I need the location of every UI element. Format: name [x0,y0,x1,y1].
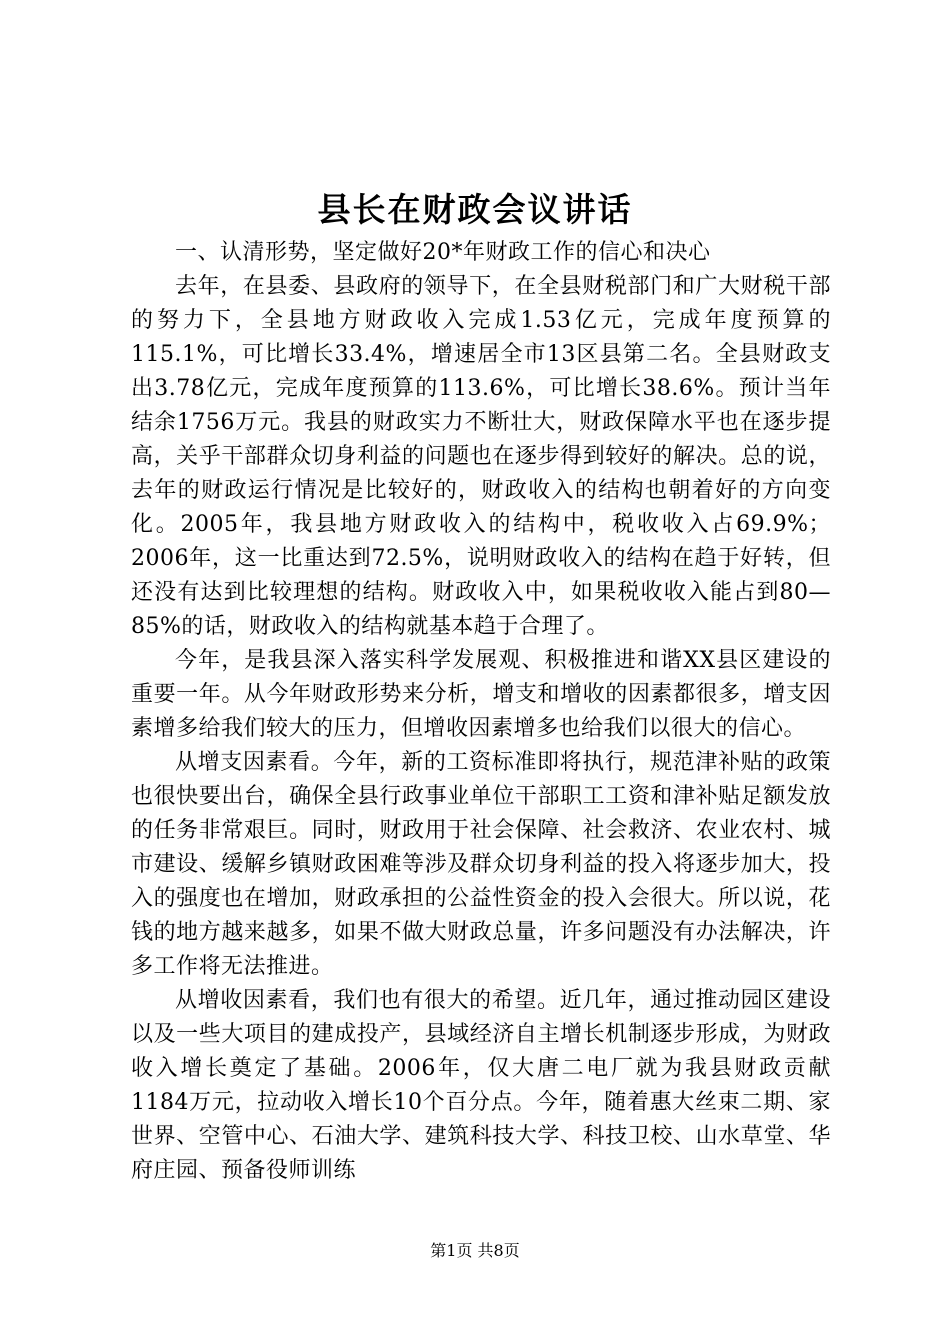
section-heading: 一、认清形势，坚定做好20*年财政工作的信心和决心 [175,240,711,265]
paragraph: 从增支因素看。今年，新的工资标准即将执行，规范津补贴的政策也很快要出台，确保全县行政事业单位干部职工工资和津补贴足额发放的任务非常艰巨。同时，财政用于社会保障、社会救济、农业农村、城市建设、缓解乡镇财政困难等涉及群众切身利益的投入将逐步加大，投入的强度也在增加，财政承担的公益性资金的投入会很大。所以说，花钱的地方越来越多，如果不做大财政总量，许多问题没有办法解决，许多工作将无法推进。 [131,750,831,979]
page-footer: 第1页 共8页 [430,1241,520,1260]
paragraph: 今年，是我县深入落实科学发展观、积极推进和谐XX县区建设的重要一年。从今年财政形势来分析，增支和增收的因素都很多，增支因素增多给我们较大的压力，但增收因素增多也给我们以很大的信心。 [131,648,831,741]
document-title: 县长在财政会议讲话 [317,190,633,229]
paragraph: 去年，在县委、县政府的领导下，在全县财税部门和广大财税干部的努力下，全县地方财政收入完成1.53亿元，完成年度预算的115.1%，可比增长33.4%，增速居全市13区县第二名。全县财政支出3.78亿元，完成年度预算的113.6%，可比增长38.6%。预计当年结余1756万元。我县的财政实力不断壮大，财政保障水平也在逐步提高，关乎干部群众切身利益的问题也在逐步得到较好的解决。总的说，去年的财政运行情况是比较好的，财政收入的结构也朝着好的方向变化。2005年，我县地方财政收入的结构中，税收收入占69.9%；2006年，这一比重达到72.5%，说明财政收入的结构在趋于好转，但还没有达到比较理想的结构。财政收入中，如果税收收入能占到80—85%的话，财政收入的结构就基本趋于合理了。 [131,274,831,639]
document-body [131,236,831,1188]
paragraph: 从增收因素看，我们也有很大的希望。近几年，通过推动园区建设以及一些大项目的建成投产，县域经济自主增长机制逐步形成，为财政收入增长奠定了基础。2006年，仅大唐二电厂就为我县财政贡献1184万元，拉动收入增长10个百分点。今年，随着惠大丝束二期、家世界、空管中心、石油大学、建筑科技大学、科技卫校、山水草堂、华府庄园、预备役师训练 [131,988,831,1183]
